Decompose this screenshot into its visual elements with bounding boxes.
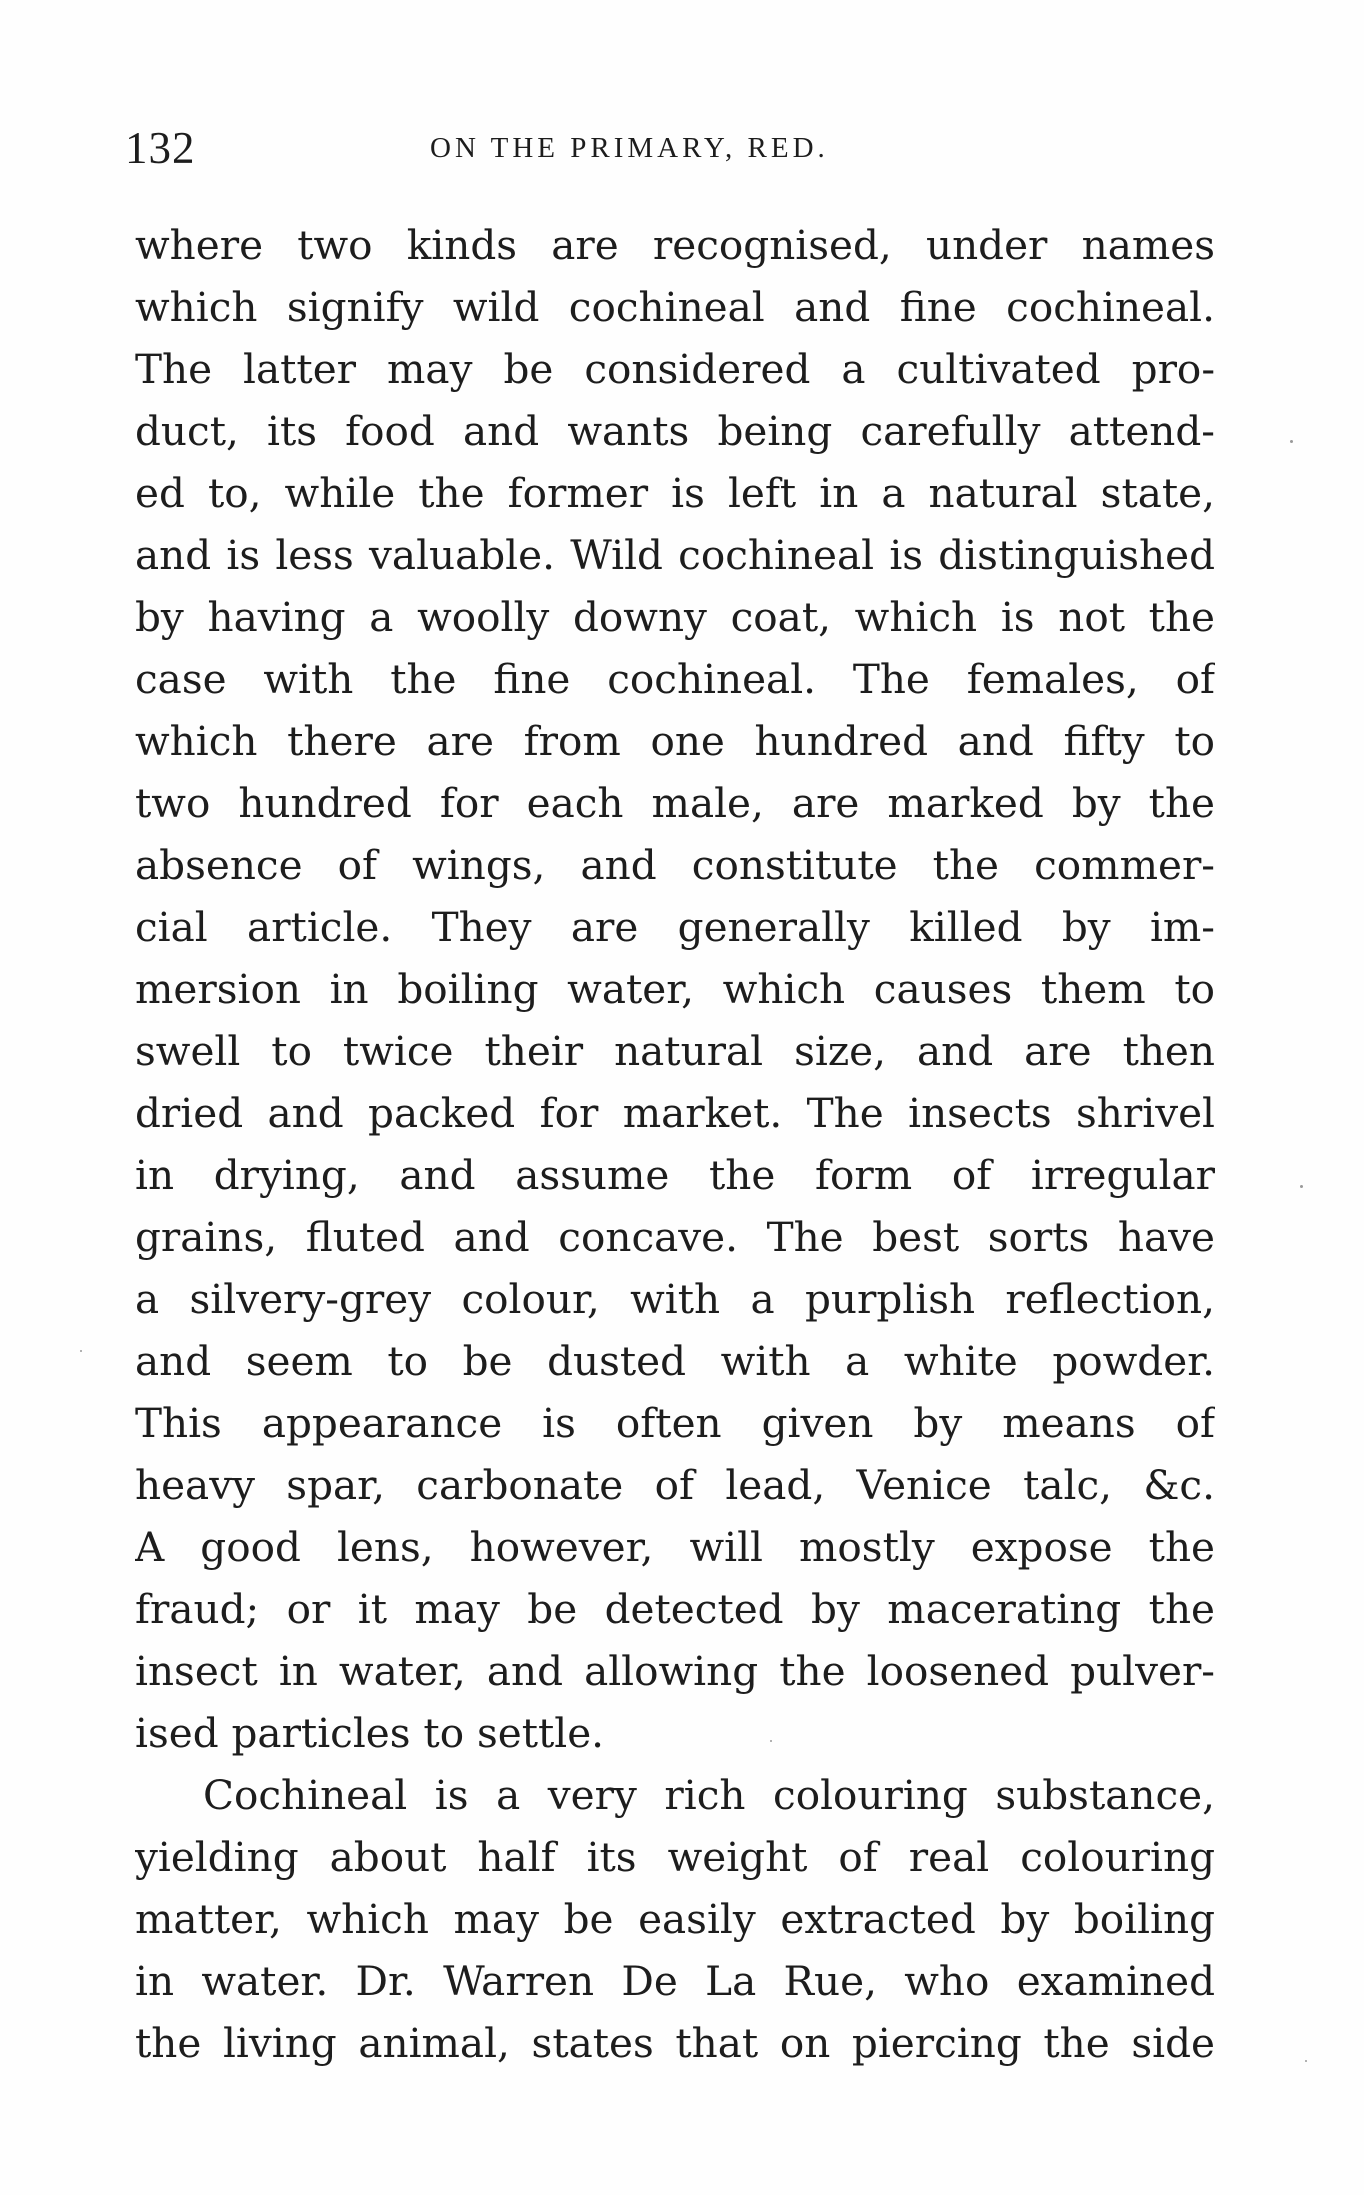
text-line: heavy spar, carbonate of lead, Venice talc, &c. (135, 1461, 1215, 1509)
text-line: which signify wild cochineal and fine cochineal. (135, 283, 1215, 331)
text-line: in water. Dr. Warren De La Rue, who examined (135, 1957, 1215, 2005)
paper-speck (80, 1350, 82, 1352)
text-line: where two kinds are recognised, under names (135, 221, 1215, 269)
paper-speck (1305, 2060, 1307, 2062)
text-line: duct, its food and wants being carefully attend- (135, 407, 1215, 455)
text-line: swell to twice their natural size, and are then (135, 1027, 1215, 1075)
text-line: by having a woolly downy coat, which is not the (135, 593, 1215, 641)
text-line: cial article. They are generally killed by im- (135, 903, 1215, 951)
text-line: matter, which may be easily extracted by boiling (135, 1895, 1215, 1943)
text-line: grains, fluted and concave. The best sorts have (135, 1213, 1215, 1261)
running-head: ON THE PRIMARY, RED. (430, 132, 829, 164)
text-line: in drying, and assume the form of irregular (135, 1151, 1215, 1199)
text-line: and is less valuable. Wild cochineal is distinguished (135, 531, 1215, 579)
text-line: the living animal, states that on piercing the side (135, 2019, 1215, 2067)
text-line: ed to, while the former is left in a natural state, (135, 469, 1215, 517)
text-line: a silvery-grey colour, with a purplish reflection, (135, 1275, 1215, 1323)
body-text (135, 214, 1215, 2074)
text-line: absence of wings, and constitute the commer- (135, 841, 1215, 889)
text-line: This appearance is often given by means of (135, 1399, 1215, 1447)
paper-speck (1290, 440, 1293, 443)
text-line: two hundred for each male, are marked by the (135, 779, 1215, 827)
text-line: and seem to be dusted with a white powder. (135, 1337, 1215, 1385)
text-line: fraud; or it may be detected by macerating the (135, 1585, 1215, 1633)
text-line: yielding about half its weight of real colouring (135, 1833, 1215, 1881)
text-line: A good lens, however, will mostly expose the (135, 1523, 1215, 1571)
text-line: which there are from one hundred and fifty to (135, 717, 1215, 765)
text-line: insect in water, and allowing the loosened pulver- (135, 1647, 1215, 1695)
text-line: mersion in boiling water, which causes them to (135, 965, 1215, 1013)
paper-speck (770, 1740, 772, 1742)
paragraph-end-line: ised particles to settle. (135, 1709, 605, 1757)
text-line: case with the fine cochineal. The females, of (135, 655, 1215, 703)
paper-speck (1300, 1185, 1303, 1188)
page-header (125, 118, 1225, 178)
text-line: dried and packed for market. The insects shrivel (135, 1089, 1215, 1137)
page-number: 132 (125, 123, 196, 173)
text-line: The latter may be considered a cultivated pro- (135, 345, 1215, 393)
paragraph-start-line: Cochineal is a very rich colouring substance, (203, 1771, 1215, 1819)
